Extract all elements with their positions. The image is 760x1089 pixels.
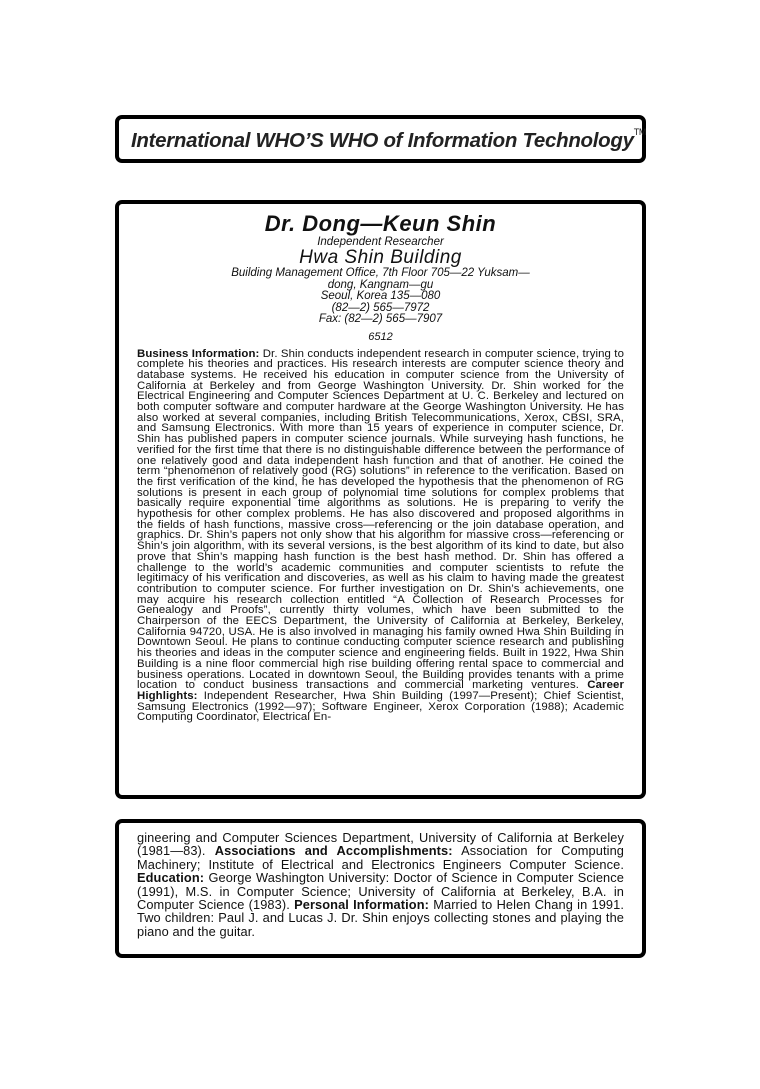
organization-name: Hwa Shin Building (299, 247, 462, 268)
career-continuation-text: gineering and Computer Sciences Department, University of California at Berkeley (1981—83). (137, 830, 624, 859)
business-info-text: Dr. Shin conducts independent research in computer science, trying to complete his theories and practices. His research interests are computer science theory and database systems. He received his education in computer science from the University of California at Berkeley and from George Washington University. Dr. Shin worked for the Electrical Engineering and Computer Sciences Department at U. C. Berkeley and lectured on both computer software and computer hardware at the George Washington University. He has also worked at several companies, including British Telecommunications, Xerox, CBSI, SRA, and Samsung Electronics. With more than 15 years of experience in computer science, Dr. Shin has published papers in computer science journals. While surveying hash functions, he verified for the first time that there is no distinguishable difference between the performance of one relatively good and data independent hash function and that of another. He coined the term “phenomenon of relatively good (RG) solutions” in reference to the verification. Based on the first verification of the kind, he has developed the hypothesis that the phenomenon of RG solutions is present in each group of polynomial time solutions for complex problems that basically require exponential time algorithms as solutions. He is preparing to verify the hypothesis for other complex problems. He has also discovered and proposed algorithms in the fields of hash functions, massive cross—referencing or the join database operation, and graphics. Dr. Shin’s papers not only show that his algorithm for massive cross—referencing or Shin’s join algorithm, with its several versions, is the best algorithm of its kind to date, but also prove that Shin’s mapping hash function is the best hash method. Dr. Shin has offered a challenge to the world’s academic communities and computer scientists to refute the legitimacy of his verification and discoveries, as well as his claim to having made the greatest contribution to computer science. For further investigation on Dr. Shin’s achievements, one may acquire his research collection entitled “A Collection of Research Processes for Genealogy and Proofs”, currently thirty volumes, which have been submitted to the Chairperson of the EECS Department, the University of California at Berkeley, Berkeley, California 94720, USA. He is also involved in managing his family owned Hwa Shin Building in Downtown Seoul. He plans to continue conducting computer science research and publishing his theories and ideas in the computer science and engineering fields. Built in 1922, Hwa Shin Building is a nine floor commercial high rise building offering rental space to commercial and business operations. Located in downtown Seoul, the Building provides tenants with a prime location to conduct business transactions and commercial marketing ventures. (137, 347, 625, 692)
education-text: George Washington University: Doctor of Science in Computer Science (1991), M.S. in Computer Science; University of California at Berkeley, B.A. in Computer Science (1983). (137, 870, 624, 913)
career-highlights-label: Career Highlights: (137, 679, 624, 702)
biography-body (137, 349, 624, 724)
person-role: Independent Researcher (317, 236, 444, 248)
publication-header-box (115, 115, 646, 163)
address-line-1: Building Management Office, 7th Floor 705—22 Yuksam— (231, 267, 530, 279)
personal-info-label: Personal Information: (294, 897, 429, 913)
biography-entry-box (115, 200, 646, 799)
entry-content (137, 212, 624, 723)
phone-number: (82—2) 565—7972 (331, 301, 430, 314)
entry-code: 6512 (368, 330, 393, 343)
personal-info-text: Married to Helen Chang in 1991. Two children: Paul J. and Lucas J. Dr. Shin enjoys collecting stones and playing the piano and the guitar. (137, 897, 625, 939)
education-label: Education: (137, 870, 205, 886)
fax-number: Fax: (82—2) 565—7907 (318, 313, 443, 325)
address-line-3: Seoul, Korea 135—080 (320, 290, 441, 302)
address-line-2: dong, Kangnam—gu (327, 278, 434, 291)
person-name: Dr. Dong—Keun Shin (264, 211, 497, 236)
career-highlights-text: Independent Researcher, Hwa Shin Building (1997—Present); Chief Scientist, Samsung Electronics (1992—97); Software Engineer, Xerox Corporation (1988); Academic Computing Coordinator, Electrical En- (137, 690, 625, 724)
publication-title-text: International WHO’S WHO of Information Technology (131, 129, 634, 152)
associations-label: Associations and Accomplishments: (214, 843, 453, 859)
continuation-text (137, 831, 624, 938)
business-info-label: Business Information: (137, 347, 260, 360)
continuation-box (115, 819, 646, 958)
associations-text: Association for Computing Machinery; Institute of Electrical and Electronics Engineers Computer Science. (137, 843, 624, 872)
trademark-mark: TM (633, 127, 647, 137)
entry-heading (137, 212, 624, 343)
publication-title (131, 129, 646, 153)
